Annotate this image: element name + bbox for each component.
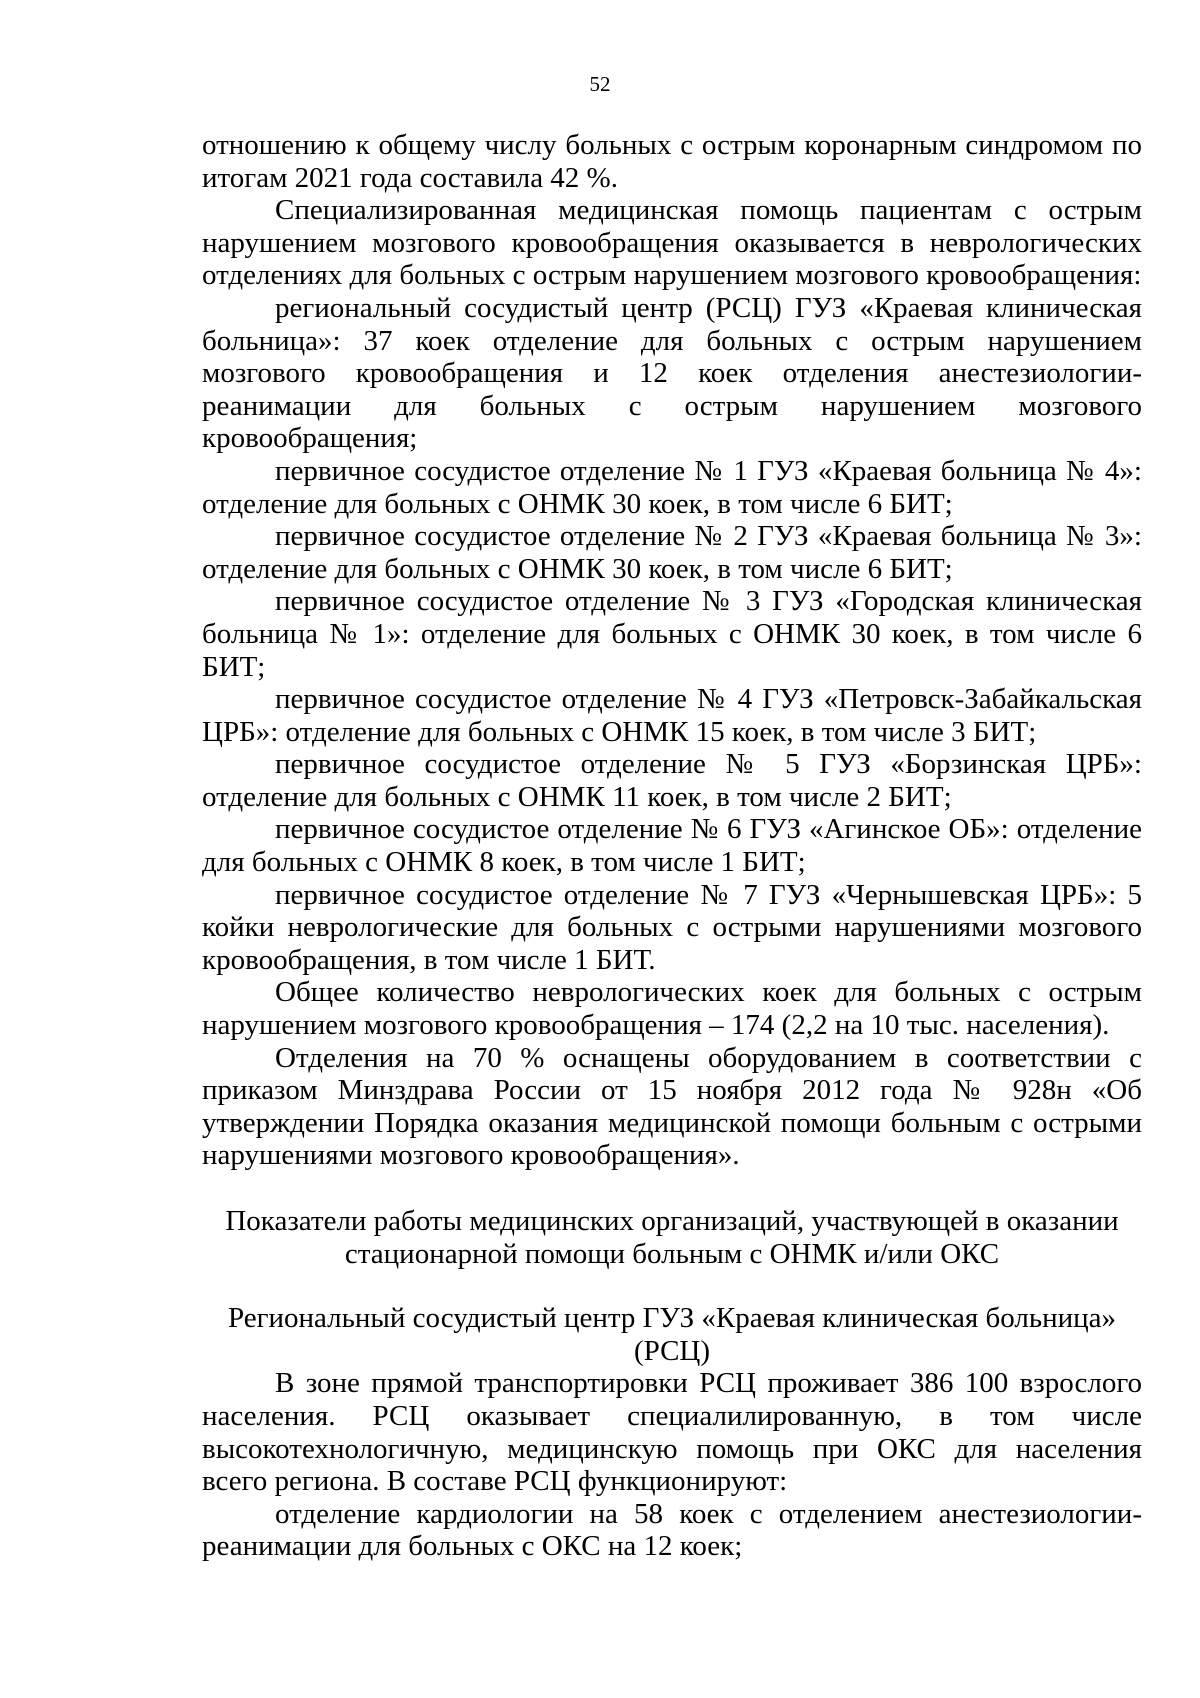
paragraph-specialized-care: Специализированная медицинская помощь пациентам с острым нарушением мозгового кровообращения оказывается в неврологических отделениях для больных с острым нарушением мозгового кровообращения: [202,194,1142,292]
paragraph-continuation: отношению к общему числу больных с острым коронарным синдромом по итогам 2021 года составила 42 %. [202,129,1142,194]
paragraph-equipment: Отделения на 70 % оснащены оборудованием в соответствии с приказом Минздрава России от 15 ноября 2012 года № 928н «Об утверждении Порядка оказания медицинской помощи больным с острыми нарушениями мозгового кровообращения». [202,1041,1142,1172]
paragraph-pso-6: первичное сосудистое отделение № 6 ГУЗ «Агинское ОБ»: отделение для больных с ОНМК 8 коек, в том числе 1 БИТ; [202,813,1142,879]
paragraph-pso-1: первичное сосудистое отделение № 1 ГУЗ «Краевая больница № 4»: отделение для больных с ОНМК 30 коек, в том числе 6 БИТ; [202,454,1142,520]
paragraph-pso-4: первичное сосудистое отделение № 4 ГУЗ «Петровск-Забайкальская ЦРБ»: отделение для больных с ОНМК 15 коек, в том числе 3 БИТ; [202,683,1142,748]
paragraph-total-beds: Общее количество неврологических коек для больных с острым нарушением мозгового кровообращения – 174 (2,2 на 10 тыс. населения). [202,976,1142,1042]
section-heading-indicators [202,1205,1142,1270]
paragraph-pso-7: первичное сосудистое отделение № 7 ГУЗ «Чернышевская ЦРБ»: 5 койки неврологические для больных с острыми нарушениями мозгового кровообращения, в том числе 1 БИТ. [202,878,1142,976]
paragraph-pso-3: первичное сосудистое отделение № 3 ГУЗ «Городская клиническая больница № 1»: отделение для больных с ОНМК 30 коек, в том числе 6 БИТ; [202,585,1142,683]
section-heading-regional-center [202,1302,1142,1367]
heading-line: (РСЦ) [633,1334,711,1367]
paragraph-regional-center: региональный сосудистый центр (РСЦ) ГУЗ «Краевая клиническая больница»: 37 коек отделение для больных с острым нарушением мозгового кровообращения и 12 коек отделения анестезиологии-реанимации для больных с острым нарушением мозгового кровообращения; [202,291,1142,455]
heading-line: Региональный сосудистый центр ГУЗ «Краевая клиническая больница» [228,1302,1116,1335]
paragraph-cardiology-department: отделение кардиологии на 58 коек с отделением анестезиологии-реанимации для больных с ОКС на 12 коек; [202,1497,1142,1563]
paragraph-pso-2: первичное сосудистое отделение № 2 ГУЗ «Краевая больница № 3»: отделение для больных с ОНМК 30 коек, в том числе 6 БИТ; [202,520,1142,585]
paragraph-transport-zone: В зоне прямой транспортировки РСЦ проживает 386 100 взрослого населения. РСЦ оказывает специалилированную, в том числе высокотехнологичную, медицинскую помощь при ОКС для населения всего региона. В составе РСЦ функционируют: [202,1367,1142,1498]
paragraph-pso-5: первичное сосудистое отделение № 5 ГУЗ «Борзинская ЦРБ»: отделение для больных с ОНМК 11 коек, в том числе 2 БИТ; [202,748,1142,813]
document-body [202,129,1142,1563]
page-number: 52 [589,72,611,96]
heading-line: стационарной помощи больным с ОНМК и/или ОКС [344,1237,1000,1270]
heading-line: Показатели работы медицинских организаций, участвующей в оказании [225,1205,1119,1237]
